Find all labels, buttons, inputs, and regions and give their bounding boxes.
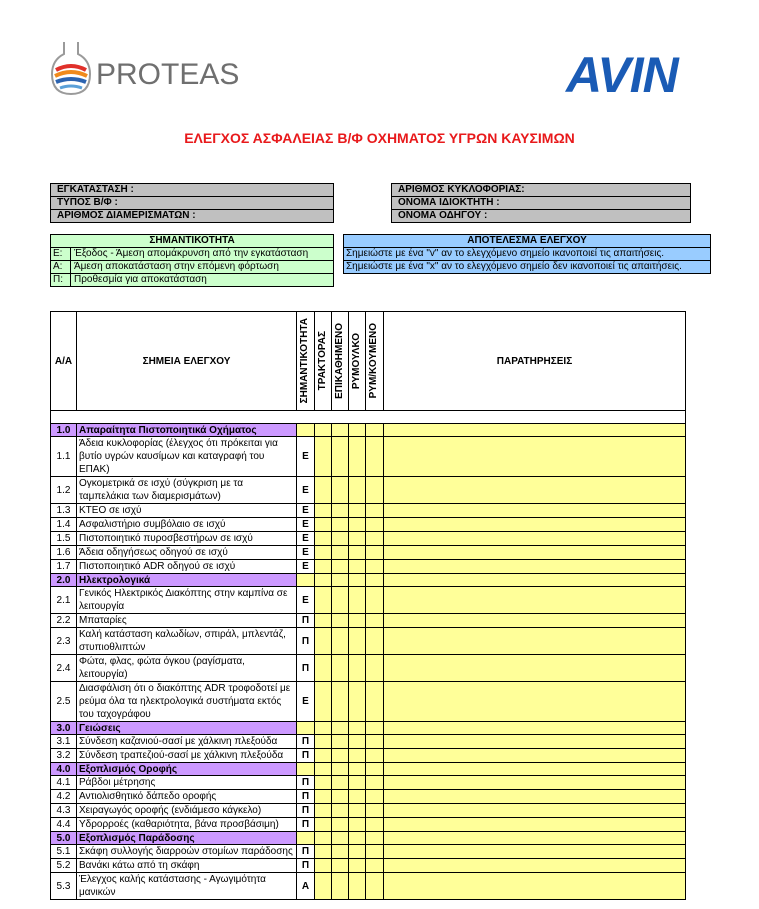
item-number: 1.4 — [51, 518, 77, 532]
trailer-check-cell[interactable] — [349, 477, 366, 504]
remarks-cell[interactable] — [384, 504, 686, 518]
trailer-check-cell[interactable] — [349, 776, 366, 790]
item-description: Βανάκι κάτω από τη σκάφη — [77, 859, 297, 873]
item-importance: Π — [297, 776, 315, 790]
item-number: 1.1 — [51, 437, 77, 477]
item-importance: Ε — [297, 504, 315, 518]
table-row — [51, 518, 686, 532]
col-header-towed: ΡΥΜ/ΚΟΥΜΕΝΟ — [368, 323, 379, 399]
item-number: 4.2 — [51, 790, 77, 804]
compartments-field[interactable]: ΑΡΙΘΜΟΣ ΔΙΑΜΕΡΙΣΜΑΤΩΝ : — [50, 210, 334, 223]
section-remarks-cell — [384, 763, 686, 776]
section-number: 3.0 — [51, 722, 77, 735]
legend-row: Π: Προθεσμία για αποκατάσταση — [50, 274, 334, 287]
semi-check-cell[interactable] — [332, 804, 349, 818]
semi-check-cell[interactable] — [332, 587, 349, 614]
result-legend-header: ΑΠΟΤΕΛΕΣΜΑ ΕΛΕΓΧΟΥ — [343, 234, 711, 248]
avin-logo: AVIN — [566, 47, 678, 103]
legend-row: Σημειώστε με ένα "v" αν το ελεγχόμενο σημείο ικανοποιεί τις απαιτήσεις. — [343, 248, 711, 261]
section-check-cell — [349, 722, 366, 735]
remarks-cell[interactable] — [384, 859, 686, 873]
item-description: Πιστοποιητικό ADR οδηγού σε ισχύ — [77, 560, 297, 574]
item-importance: Ε — [297, 587, 315, 614]
col-header-remarks: ΠΑΡΑΤΗΡΗΣΕΙΣ — [384, 312, 686, 411]
item-importance: Α — [297, 873, 315, 900]
item-description: Γενικός Ηλεκτρικός Διακόπτης στην καμπίνα σε λειτουργία — [77, 587, 297, 614]
section-check-cell — [332, 832, 349, 845]
col-header-aa: Α/Α — [51, 312, 77, 411]
section-check-cell — [349, 832, 366, 845]
remarks-cell[interactable] — [384, 655, 686, 682]
towed-check-cell[interactable] — [366, 477, 384, 504]
item-importance: Π — [297, 749, 315, 763]
towed-check-cell[interactable] — [366, 790, 384, 804]
remarks-cell[interactable] — [384, 818, 686, 832]
item-number: 4.1 — [51, 776, 77, 790]
item-number: 1.5 — [51, 532, 77, 546]
page-title: ΕΛΕΓΧΟΣ ΑΣΦΑΛΕΙΑΣ Β/Φ ΟΧΗΜΑΤΟΣ ΥΓΡΩΝ ΚΑΥΣΙΜΩΝ — [184, 130, 575, 146]
item-description: ΚΤΕΟ σε ισχύ — [77, 504, 297, 518]
remarks-cell[interactable] — [384, 614, 686, 628]
section-check-cell — [297, 722, 315, 735]
towed-check-cell[interactable] — [366, 818, 384, 832]
remarks-cell[interactable] — [384, 477, 686, 504]
trailer-check-cell[interactable] — [349, 546, 366, 560]
item-number: 2.1 — [51, 587, 77, 614]
towed-check-cell[interactable] — [366, 845, 384, 859]
remarks-cell[interactable] — [384, 587, 686, 614]
proteas-logo — [48, 40, 240, 106]
table-row — [51, 749, 686, 763]
tractor-check-cell[interactable] — [315, 859, 332, 873]
section-check-cell — [315, 424, 332, 437]
section-row — [51, 722, 686, 735]
remarks-cell[interactable] — [384, 845, 686, 859]
semi-check-cell[interactable] — [332, 477, 349, 504]
towed-check-cell[interactable] — [366, 776, 384, 790]
item-importance: Π — [297, 804, 315, 818]
tractor-check-cell[interactable] — [315, 518, 332, 532]
col-header-points: ΣΗΜΕΙΑ ΕΛΕΓΧΟΥ — [77, 312, 297, 411]
trailer-check-cell[interactable] — [349, 749, 366, 763]
item-description: Σκάφη συλλογής διαρροών στομίων παράδοσης — [77, 845, 297, 859]
semi-check-cell[interactable] — [332, 655, 349, 682]
section-check-cell — [366, 832, 384, 845]
towed-check-cell[interactable] — [366, 682, 384, 722]
item-number: 5.2 — [51, 859, 77, 873]
trailer-check-cell[interactable] — [349, 804, 366, 818]
towed-check-cell[interactable] — [366, 546, 384, 560]
towed-check-cell[interactable] — [366, 628, 384, 655]
tractor-check-cell[interactable] — [315, 818, 332, 832]
trailer-check-cell[interactable] — [349, 614, 366, 628]
item-importance: Ε — [297, 560, 315, 574]
tractor-check-cell[interactable] — [315, 504, 332, 518]
section-check-cell — [315, 574, 332, 587]
item-number: 5.3 — [51, 873, 77, 900]
section-check-cell — [315, 763, 332, 776]
tractor-check-cell[interactable] — [315, 873, 332, 900]
trailer-check-cell[interactable] — [349, 655, 366, 682]
item-description: Ασφαλιστήριο συμβόλαιο σε ισχύ — [77, 518, 297, 532]
section-check-cell — [332, 424, 349, 437]
result-legend — [343, 234, 711, 274]
item-description: Διασφάλιση ότι ο διακόπτης ADR τροφοδοτεί με ρεύμα όλα τα ηλεκτρολογικά συστήματα εκτός του ταχογράφου — [77, 682, 297, 722]
section-check-cell — [349, 424, 366, 437]
semi-check-cell[interactable] — [332, 546, 349, 560]
item-importance: Π — [297, 614, 315, 628]
installation-field[interactable]: ΕΓΚΑΤΑΣΤΑΣΗ : — [50, 183, 334, 197]
towed-check-cell[interactable] — [366, 655, 384, 682]
item-importance: Π — [297, 628, 315, 655]
item-importance: Ε — [297, 477, 315, 504]
checklist-table — [50, 311, 686, 900]
col-header-importance: ΣΗΜΑΝΤΙΚΟΤΗΤΑ — [299, 318, 310, 404]
remarks-cell[interactable] — [384, 790, 686, 804]
section-check-cell — [366, 763, 384, 776]
remarks-cell[interactable] — [384, 437, 686, 477]
section-remarks-cell — [384, 424, 686, 437]
section-check-cell — [366, 424, 384, 437]
tractor-check-cell[interactable] — [315, 546, 332, 560]
vehicle-info-right — [391, 183, 691, 223]
owner-name-field[interactable]: ΟΝΟΜΑ ΙΔΙΟΚΤΗΤΗ : — [391, 197, 691, 210]
semi-check-cell[interactable] — [332, 437, 349, 477]
item-description: Αντιολισθητικό δάπεδο οροφής — [77, 790, 297, 804]
table-row — [51, 790, 686, 804]
item-number: 5.1 — [51, 845, 77, 859]
item-importance: Ε — [297, 518, 315, 532]
item-description: Σύνδεση τραπεζιού-σασί με χάλκινη πλεξούδα — [77, 749, 297, 763]
importance-legend-header: ΣΗΜΑΝΤΙΚΟΤΗΤΑ — [50, 234, 334, 248]
tractor-check-cell[interactable] — [315, 790, 332, 804]
item-description: Μπαταρίες — [77, 614, 297, 628]
trailer-check-cell[interactable] — [349, 735, 366, 749]
trailer-check-cell[interactable] — [349, 437, 366, 477]
tractor-check-cell[interactable] — [315, 776, 332, 790]
item-description: Καλή κατάσταση καλωδίων, σπιράλ, μπλεντάζ, στυπιοθλιπτών — [77, 628, 297, 655]
towed-check-cell[interactable] — [366, 560, 384, 574]
item-number: 4.4 — [51, 818, 77, 832]
tractor-check-cell[interactable] — [315, 655, 332, 682]
section-check-cell — [315, 722, 332, 735]
towed-check-cell[interactable] — [366, 518, 384, 532]
section-remarks-cell — [384, 574, 686, 587]
trailer-check-cell[interactable] — [349, 859, 366, 873]
plate-number-field[interactable]: ΑΡΙΘΜΟΣ ΚΥΚΛΟΦΟΡΙΑΣ: — [391, 183, 691, 197]
item-number: 2.3 — [51, 628, 77, 655]
item-importance: Π — [297, 818, 315, 832]
remarks-cell[interactable] — [384, 518, 686, 532]
table-row — [51, 628, 686, 655]
towed-check-cell[interactable] — [366, 859, 384, 873]
section-title: Ηλεκτρολογικά — [77, 574, 297, 587]
table-row — [51, 845, 686, 859]
item-description: Υδρορροές (καθαριότητα, βάνα προσβάσιμη) — [77, 818, 297, 832]
semi-check-cell[interactable] — [332, 873, 349, 900]
trailer-check-cell[interactable] — [349, 628, 366, 655]
table-row — [51, 859, 686, 873]
towed-check-cell[interactable] — [366, 532, 384, 546]
semi-check-cell[interactable] — [332, 749, 349, 763]
item-importance: Π — [297, 845, 315, 859]
section-title: Εξοπλισμός Παράδοσης — [77, 832, 297, 845]
table-header-row — [51, 312, 686, 411]
table-row — [51, 437, 686, 477]
tractor-check-cell[interactable] — [315, 628, 332, 655]
remarks-cell[interactable] — [384, 560, 686, 574]
tractor-check-cell[interactable] — [315, 532, 332, 546]
semi-check-cell[interactable] — [332, 735, 349, 749]
table-row — [51, 818, 686, 832]
tractor-check-cell[interactable] — [315, 587, 332, 614]
item-number: 4.3 — [51, 804, 77, 818]
semi-check-cell[interactable] — [332, 859, 349, 873]
tractor-check-cell[interactable] — [315, 437, 332, 477]
towed-check-cell[interactable] — [366, 437, 384, 477]
section-check-cell — [332, 722, 349, 735]
legend-row: Ε: Έξοδος - Άμεση απομάκρυνση από την εγκατάσταση — [50, 248, 334, 261]
semi-check-cell[interactable] — [332, 518, 349, 532]
item-importance: Π — [297, 735, 315, 749]
col-header-tractor: ΤΡΑΚΤΟΡΑΣ — [317, 331, 328, 391]
semi-check-cell[interactable] — [332, 682, 349, 722]
item-number: 2.5 — [51, 682, 77, 722]
legend-row: Α: Άμεση αποκατάσταση στην επόμενη φόρτωση — [50, 261, 334, 274]
trailer-check-cell[interactable] — [349, 560, 366, 574]
table-row — [51, 546, 686, 560]
tractor-check-cell[interactable] — [315, 682, 332, 722]
item-importance: Ε — [297, 437, 315, 477]
item-number: 2.2 — [51, 614, 77, 628]
towed-check-cell[interactable] — [366, 804, 384, 818]
item-description: Άδεια κυκλοφορίας (έλεγχος ότι πρόκειται για βυτίο υγρών καυσίμων και καταγραφή του ΕΠΑΚ) — [77, 437, 297, 477]
importance-legend — [50, 234, 334, 287]
table-row — [51, 776, 686, 790]
item-importance: Π — [297, 790, 315, 804]
section-row — [51, 574, 686, 587]
trailer-check-cell[interactable] — [349, 504, 366, 518]
item-importance: Ε — [297, 532, 315, 546]
table-row — [51, 477, 686, 504]
towed-check-cell[interactable] — [366, 504, 384, 518]
item-description: Ράβδοι μέτρησης — [77, 776, 297, 790]
item-number: 1.7 — [51, 560, 77, 574]
section-check-cell — [297, 574, 315, 587]
tractor-check-cell[interactable] — [315, 614, 332, 628]
trailer-check-cell[interactable] — [349, 790, 366, 804]
table-row — [51, 735, 686, 749]
section-check-cell — [297, 832, 315, 845]
table-row — [51, 532, 686, 546]
section-number: 5.0 — [51, 832, 77, 845]
semi-check-cell[interactable] — [332, 790, 349, 804]
remarks-cell[interactable] — [384, 532, 686, 546]
col-header-trailer: ΡΥΜΟΥΛΚΟ — [351, 332, 362, 390]
semi-check-cell[interactable] — [332, 776, 349, 790]
proteas-wordmark: PROTEAS — [96, 58, 240, 91]
item-importance: Ε — [297, 546, 315, 560]
section-title: Γειώσεις — [77, 722, 297, 735]
section-number: 1.0 — [51, 424, 77, 437]
section-check-cell — [366, 574, 384, 587]
section-number: 2.0 — [51, 574, 77, 587]
semi-check-cell[interactable] — [332, 532, 349, 546]
section-remarks-cell — [384, 832, 686, 845]
remarks-cell[interactable] — [384, 776, 686, 790]
towed-check-cell[interactable] — [366, 749, 384, 763]
table-row — [51, 655, 686, 682]
section-number: 4.0 — [51, 763, 77, 776]
item-importance: Π — [297, 655, 315, 682]
trailer-check-cell[interactable] — [349, 532, 366, 546]
item-description: Σύνδεση καζανιού-σασί με χάλκινη πλεξούδα — [77, 735, 297, 749]
table-row — [51, 804, 686, 818]
item-number: 1.6 — [51, 546, 77, 560]
item-description: Άδεια οδηγήσεως οδηγού σε ισχύ — [77, 546, 297, 560]
section-check-cell — [349, 574, 366, 587]
section-check-cell — [332, 574, 349, 587]
item-description: Φώτα, φλας, φώτα όγκου (ραγίσματα, λειτουργία) — [77, 655, 297, 682]
semi-check-cell[interactable] — [332, 845, 349, 859]
trailer-check-cell[interactable] — [349, 845, 366, 859]
tractor-check-cell[interactable] — [315, 804, 332, 818]
towed-check-cell[interactable] — [366, 873, 384, 900]
towed-check-cell[interactable] — [366, 614, 384, 628]
semi-check-cell[interactable] — [332, 628, 349, 655]
section-title: Απαραίτητα Πιστοποιητικά Οχήματος — [77, 424, 297, 437]
tractor-check-cell[interactable] — [315, 845, 332, 859]
trailer-check-cell[interactable] — [349, 587, 366, 614]
trailer-check-cell[interactable] — [349, 818, 366, 832]
tractor-check-cell[interactable] — [315, 749, 332, 763]
vehicle-info-left — [50, 183, 334, 223]
trailer-check-cell[interactable] — [349, 873, 366, 900]
towed-check-cell[interactable] — [366, 735, 384, 749]
remarks-cell[interactable] — [384, 546, 686, 560]
semi-check-cell[interactable] — [332, 504, 349, 518]
semi-check-cell[interactable] — [332, 560, 349, 574]
driver-name-field[interactable]: ΟΝΟΜΑ ΟΔΗΓΟΥ : — [391, 210, 691, 223]
table-row — [51, 504, 686, 518]
item-description: Χειραγωγός οροφής (ενδιάμεσο κάγκελο) — [77, 804, 297, 818]
section-check-cell — [349, 763, 366, 776]
flask-icon — [48, 40, 94, 100]
tractor-check-cell[interactable] — [315, 477, 332, 504]
trailer-check-cell[interactable] — [349, 518, 366, 532]
tanker-type-field[interactable]: ΤΥΠΟΣ Β/Φ : — [50, 197, 334, 210]
table-row — [51, 587, 686, 614]
remarks-cell[interactable] — [384, 804, 686, 818]
section-check-cell — [297, 763, 315, 776]
section-row — [51, 424, 686, 437]
trailer-check-cell[interactable] — [349, 682, 366, 722]
item-number: 3.2 — [51, 749, 77, 763]
semi-check-cell[interactable] — [332, 614, 349, 628]
table-row — [51, 873, 686, 900]
item-description: Έλεγχος καλής κατάστασης - Αγωγιμότητα μανικών — [77, 873, 297, 900]
item-number: 2.4 — [51, 655, 77, 682]
semi-check-cell[interactable] — [332, 818, 349, 832]
section-title: Εξοπλισμός Οροφής — [77, 763, 297, 776]
item-importance: Π — [297, 859, 315, 873]
legend-row: Σημειώστε με ένα "x" αν το ελεγχόμενο σημείο δεν ικανοποιεί τις απαιτήσεις. — [343, 261, 711, 274]
section-check-cell — [332, 763, 349, 776]
item-importance: Ε — [297, 682, 315, 722]
item-description: Ογκομετρικά σε ισχύ (σύγκριση με τα ταμπελάκια των διαμερισμάτων) — [77, 477, 297, 504]
remarks-cell[interactable] — [384, 682, 686, 722]
section-remarks-cell — [384, 722, 686, 735]
table-row — [51, 614, 686, 628]
remarks-cell[interactable] — [384, 628, 686, 655]
col-header-semi: ΕΠΙΚΑΘΗΜΕΝΟ — [334, 323, 345, 399]
item-description: Πιστοποιητικό πυροσβεστήρων σε ισχύ — [77, 532, 297, 546]
item-number: 1.3 — [51, 504, 77, 518]
table-row — [51, 560, 686, 574]
section-row — [51, 832, 686, 845]
table-row — [51, 682, 686, 722]
towed-check-cell[interactable] — [366, 587, 384, 614]
remarks-cell[interactable] — [384, 873, 686, 900]
remarks-cell[interactable] — [384, 749, 686, 763]
item-number: 3.1 — [51, 735, 77, 749]
item-number: 1.2 — [51, 477, 77, 504]
remarks-cell[interactable] — [384, 735, 686, 749]
section-check-cell — [297, 424, 315, 437]
section-check-cell — [366, 722, 384, 735]
section-check-cell — [315, 832, 332, 845]
tractor-check-cell[interactable] — [315, 560, 332, 574]
section-row — [51, 763, 686, 776]
tractor-check-cell[interactable] — [315, 735, 332, 749]
